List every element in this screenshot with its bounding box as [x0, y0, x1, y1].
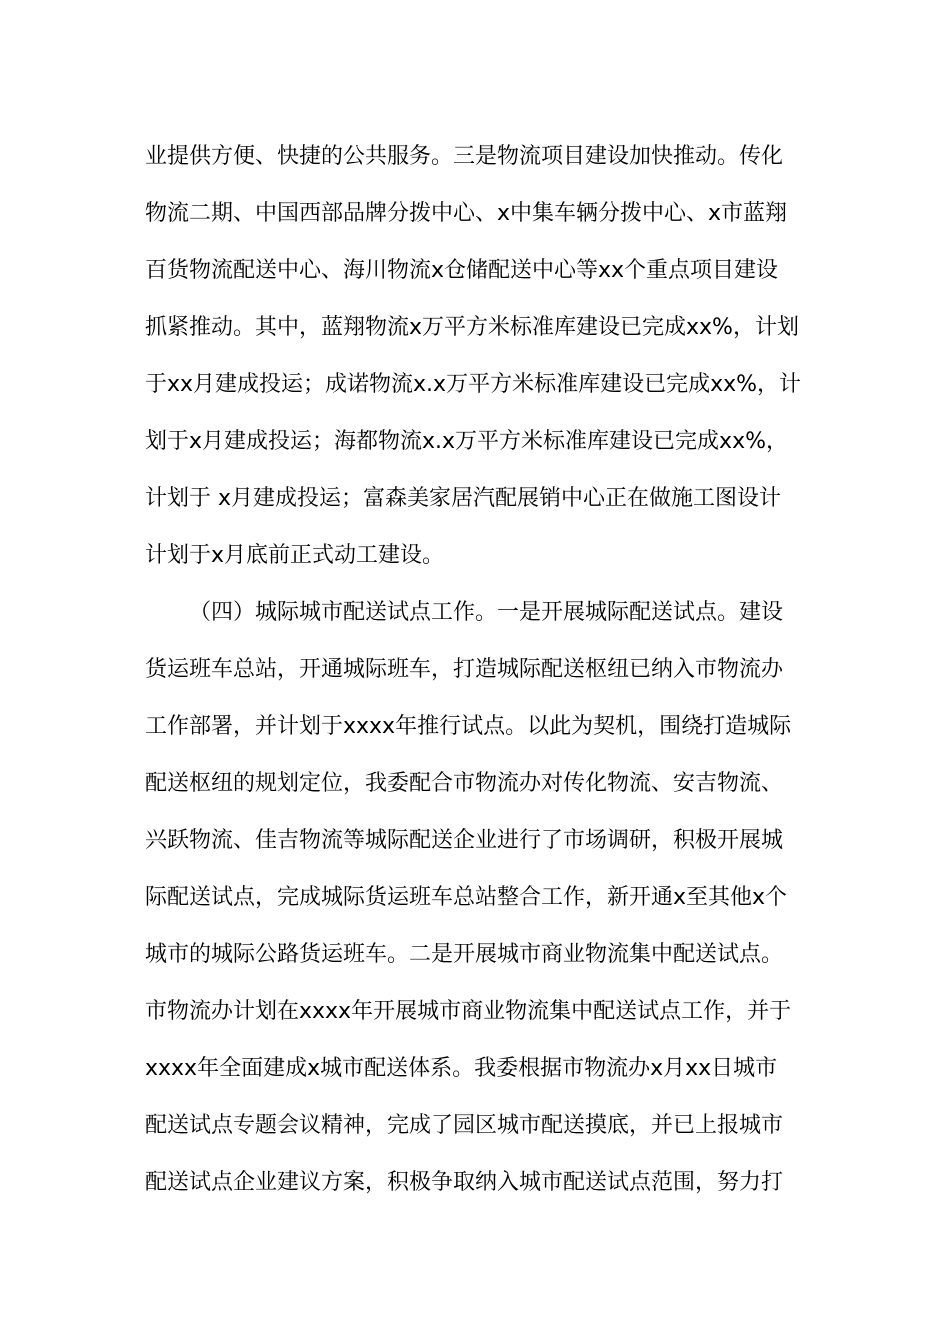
text-line: 配送试点专题会议精神，完成了园区城市配送摸底，并已上报城市	[145, 1113, 784, 1138]
paragraph-logistics-projects	[145, 128, 810, 584]
text-line: 于xx月建成投运；成诺物流x.x万平方米标准库建设已完成xx%，计	[145, 372, 802, 397]
text-line: 配送枢纽的规划定位，我委配合市物流办对传化物流、安吉物流、	[145, 771, 784, 796]
text-line: 配送试点企业建议方案，积极争取纳入城市配送试点范围，努力打	[145, 1170, 784, 1195]
text-line: 抓紧推动。其中，蓝翔物流x万平方米标准库建设已完成xx%，计划	[145, 315, 799, 340]
text-line: 际配送试点，完成城际货运班车总站整合工作，新开通x至其他x个	[145, 885, 788, 910]
text-line: 计划于x月底前正式动工建设。	[145, 543, 445, 568]
text-line: xxxx年全面建成x城市配送体系。我委根据市物流办x月xx日城市	[145, 1056, 778, 1081]
text-line: 市物流办计划在xxxx年开展城市商业物流集中配送试点工作，并于	[145, 999, 792, 1024]
text-line: 计划于 x月建成投运；富森美家居汽配展销中心正在做施工图设计	[145, 486, 782, 511]
text-line: 业提供方便、快捷的公共服务。三是物流项目建设加快推动。传化	[145, 144, 784, 169]
text-line: 物流二期、中国西部品牌分拨中心、x中集车辆分拨中心、x市蓝翔	[145, 201, 788, 226]
text-line: 工作部署，并计划于xxxx年推行试点。以此为契机，围绕打造城际	[145, 714, 792, 739]
paragraph-distribution-pilot	[145, 584, 810, 1211]
text-line: 货运班车总站，开通城际班车，打造城际配送枢纽已纳入市物流办	[145, 657, 784, 682]
section-heading-line: （四）城际城市配送试点工作。一是开展城际配送试点。建设	[189, 600, 784, 625]
text-line: 城市的城际公路货运班车。二是开展城市商业物流集中配送试点。	[145, 942, 784, 967]
text-line: 划于x月建成投运；海都物流x.x万平方米标准库建设已完成xx%，	[145, 429, 788, 454]
text-line: 百货物流配送中心、海川物流x仓储配送中心等xx个重点项目建设	[145, 258, 779, 283]
text-line: 兴跃物流、佳吉物流等城际配送企业进行了市场调研，积极开展城	[145, 828, 784, 853]
